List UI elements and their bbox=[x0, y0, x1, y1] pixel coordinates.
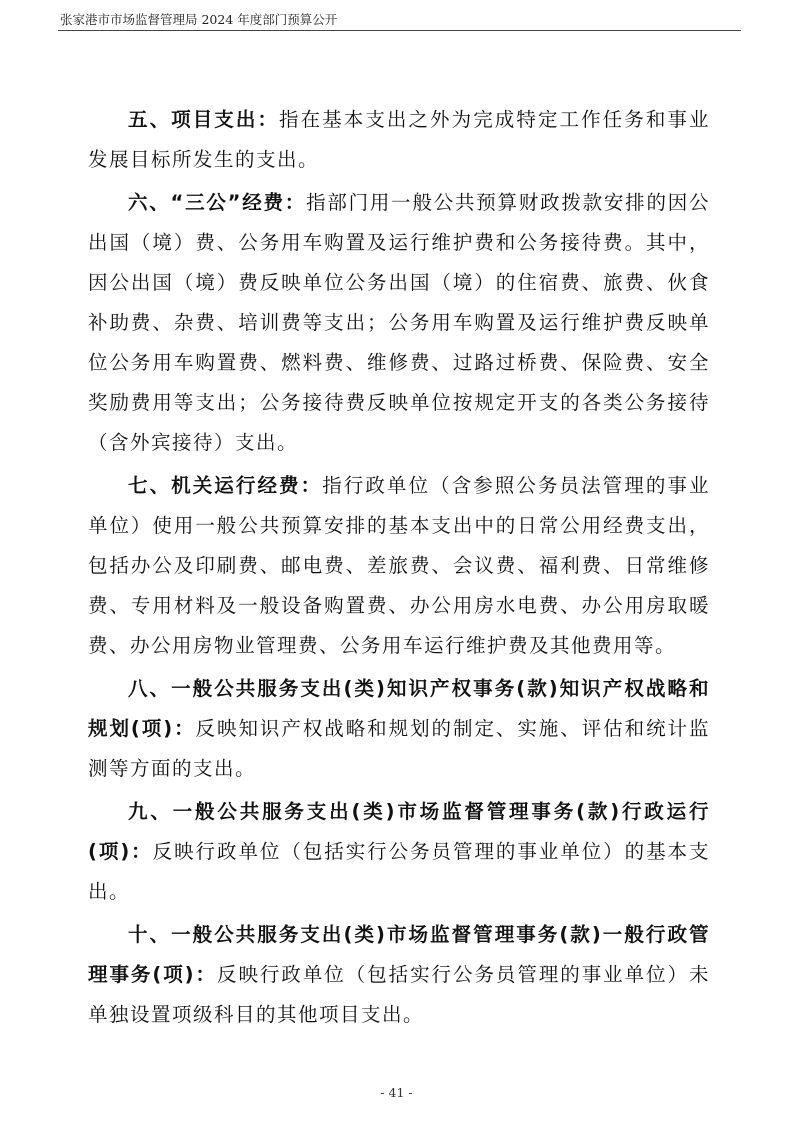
paragraph-lead: 六、“三公”经费： bbox=[128, 191, 307, 214]
paragraph-three-public-expenses bbox=[88, 183, 710, 463]
paragraph-lead: 八、一般公共服务支出(类)知识产权事务(款)知识产权战略和规划(项)： bbox=[88, 677, 710, 740]
page-number: - 41 - bbox=[380, 1085, 413, 1100]
paragraph-text: 指部门用一般公共预算财政拨款安排的因公出国（境）费、公务用车购置及运行维护费和公务接待费。其中，因公出国（境）费反映单位公务出国（境）的住宿费、旅费、伙食补助费、杂费、培训费等支出；公务用车购置及运行维护费反映单位公务用车购置费、燃料费、维修费、过路过桥费、保险费、安全奖励费用等支出；公务接待费反映单位按规定开支的各类公务接待（含外宾接待）支出。 bbox=[88, 191, 710, 454]
paragraph-lead: 七、机关运行经费： bbox=[128, 474, 323, 497]
paragraph-lead: 十、一般公共服务支出(类)市场监督管理事务(款)一般行政管理事务(项)： bbox=[88, 923, 710, 986]
document-body bbox=[88, 100, 710, 1035]
paragraph-administrative-operation bbox=[88, 792, 710, 912]
paragraph-lead: 九、一般公共服务支出(类)市场监督管理事务(款)行政运行(项)： bbox=[88, 800, 710, 863]
paragraph-general-admin-affairs bbox=[88, 915, 710, 1035]
running-header: 张家港市市场监督管理局 2024 年度部门预算公开 bbox=[60, 12, 338, 27]
paragraph-text: 反映行政单位（包括实行公务员管理的事业单位）的基本支出。 bbox=[88, 840, 710, 903]
paragraph-agency-operating-funds bbox=[88, 466, 710, 666]
paragraph-project-expenditure bbox=[88, 100, 710, 180]
paragraph-text: 反映知识产权战略和规划的制定、实施、评估和统计监测等方面的支出。 bbox=[88, 717, 710, 780]
paragraph-lead: 五、项目支出： bbox=[128, 108, 280, 131]
paragraph-text: 指在基本支出之外为完成特定工作任务和事业发展目标所发生的支出。 bbox=[88, 108, 710, 171]
header-rule bbox=[58, 30, 741, 31]
paragraph-ip-strategy bbox=[88, 669, 710, 789]
paragraph-text: 指行政单位（含参照公务员法管理的事业单位）使用一般公共预算安排的基本支出中的日常公用经费支出，包括办公及印刷费、邮电费、差旅费、会议费、福利费、日常维修费、专用材料及一般设备购置费、办公用房水电费、办公用房取暖费、办公用房物业管理费、公务用车运行维护费及其他费用等。 bbox=[88, 474, 710, 657]
paragraph-text: 反映行政单位（包括实行公务员管理的事业单位）未单独设置项级科目的其他项目支出。 bbox=[88, 963, 710, 1026]
